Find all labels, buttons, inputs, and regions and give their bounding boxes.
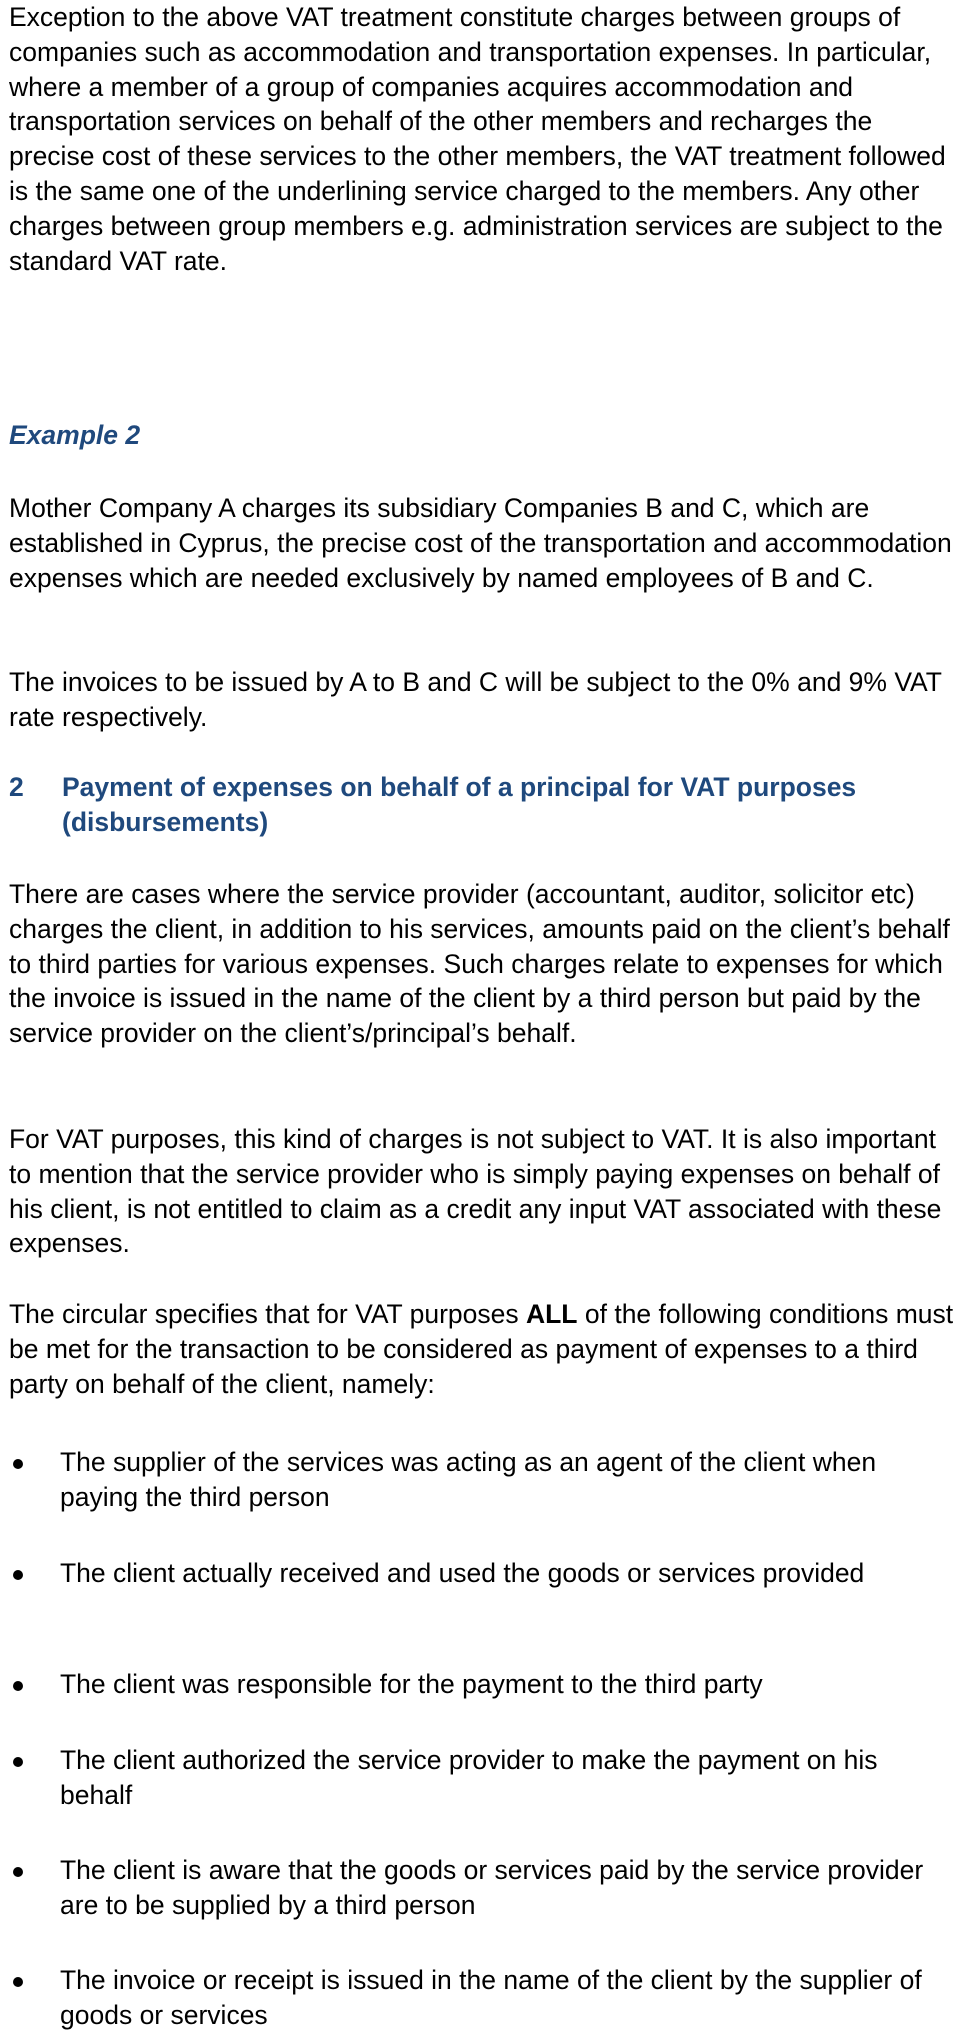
example-heading: Example 2 [9, 420, 141, 450]
section-number: 2 [9, 772, 24, 802]
bullet-icon [13, 1459, 23, 1469]
section-paragraph-2: For VAT purposes, this kind of charges is not subject to VAT. It is also important to mention that the service provider who is simply paying expenses on behalf of his client, is not entitled to claim as a credit any input VAT associated with these expenses. [9, 1124, 942, 1259]
paragraph-3-lead: The circular specifies that for VAT purposes [9, 1299, 526, 1329]
condition-list-item [9, 1853, 954, 1923]
condition-list-item [9, 1667, 954, 1702]
condition-list-item [9, 1743, 954, 1813]
condition-text: The client authorized the service provider to make the payment on his behalf [60, 1745, 878, 1810]
condition-list-item [9, 1963, 954, 2033]
example-paragraph-2: The invoices to be issued by A to B and C will be subject to the 0% and 9% VAT rate respectively. [9, 667, 942, 732]
section-title: Payment of expenses on behalf of a principal for VAT purposes (disbursements) [62, 772, 857, 837]
section-paragraph-3 [9, 1297, 954, 1401]
section-paragraph-1: There are cases where the service provider (accountant, auditor, solicitor etc) charges the client, in addition to his services, amounts paid on the client’s behalf to third parties for various expenses. Such charges relate to expenses for which the invoice is issued in the name of the client by a third person but paid by the service provider on the client’s/principal’s behalf. [9, 879, 950, 1049]
condition-text: The client was responsible for the payment to the third party [60, 1669, 763, 1699]
condition-text: The client actually received and used the goods or services provided [60, 1558, 865, 1588]
condition-text: The invoice or receipt is issued in the name of the client by the supplier of goods or services [60, 1965, 922, 2030]
bullet-icon [13, 1757, 23, 1767]
example-paragraph-1: Mother Company A charges its subsidiary Companies B and C, which are established in Cyprus, the precise cost of the transportation and accommodation expenses which are needed exclusively by named employees of B and C. [9, 493, 952, 593]
paragraph-3-tail: of the following conditions must be met for the transaction to be considered as payment of expenses to a third party on behalf of the client, namely: [9, 1299, 954, 1399]
condition-text: The client is aware that the goods or services paid by the service provider are to be supplied by a third person [60, 1855, 924, 1920]
bullet-icon [13, 1867, 23, 1877]
bullet-icon [13, 1681, 23, 1691]
condition-list-item [9, 1445, 954, 1515]
paragraph-3-emphasis: ALL [525, 1299, 578, 1329]
bullet-icon [13, 1977, 23, 1987]
condition-list-item [9, 1556, 954, 1591]
bullet-icon [13, 1570, 23, 1580]
section-heading [9, 770, 954, 840]
condition-text: The supplier of the services was acting as an agent of the client when paying the third person [60, 1447, 877, 1512]
intro-paragraph: Exception to the above VAT treatment constitute charges between groups of companies such as accommodation and transportation expenses. In particular, where a member of a group of companies acquires accommodation and transportation services on behalf of the other members and recharges the precise cost of these services to the other members, the VAT treatment followed is the same one of the underlining service charged to the members. Any other charges between group members e.g. administration services are subject to the standard VAT rate. [9, 2, 946, 276]
